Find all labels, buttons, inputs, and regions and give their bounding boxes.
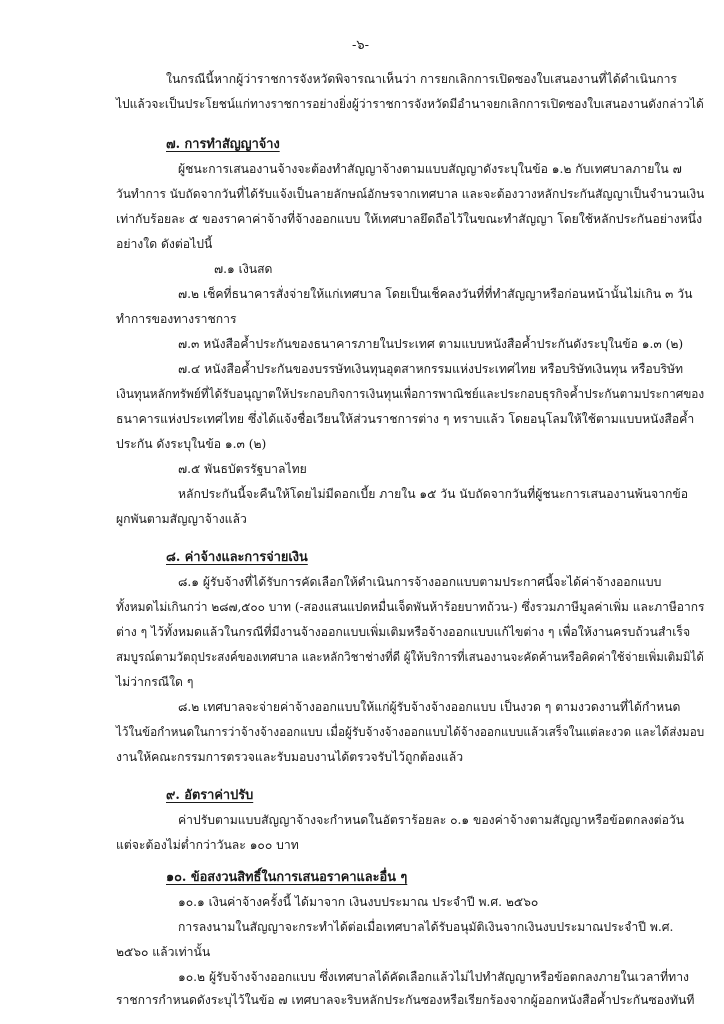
section-8-text: ไม่ว่ากรณีใด ๆ <box>116 675 194 689</box>
section-7-heading: ๗. การทำสัญญาจ้าง <box>166 137 280 152</box>
section-7-text: อย่างใด ดังต่อไปนี้ <box>116 237 213 251</box>
section-10-text: ๑๐.๒ ผู้รับจ้างจ้างออกแบบ ซึ่งเทศบาลได้คัดเลือกแล้วไม่ไปทำสัญญาหรือข้อตกลงภายในเวลาที่ทาง <box>178 970 689 984</box>
section-7-text: เงินทุนหลักทรัพย์ที่ได้รับอนุญาตให้ประกอบกิจการเงินทุนเพื่อการพาณิชย์และประกอบธุรกิจค้ำประกันตามประกาศของ <box>116 387 705 401</box>
section-7-text: ทำการของทางราชการ <box>116 312 237 326</box>
section-9-heading: ๙. อัตราค่าปรับ <box>166 788 254 803</box>
section-10-heading: ๑๐. ข้อสงวนสิทธิ์ในการเสนอราคาและอื่น ๆ <box>166 870 408 885</box>
section-9-text: ค่าปรับตามแบบสัญญาจ้างจะกำหนดในอัตราร้อยละ ๐.๑ ของค่าจ้างตามสัญญาหรือข้อตกลงต่อวัน <box>178 813 685 827</box>
section-8-text: ทั้งหมดไม่เกินกว่า ๒๘๗,๕๐๐ บาท (-สองแสนแปดหมื่นเจ็ดพันห้าร้อยบาทถ้วน-) ซึ่งรวมภาษีมูลค่าเพิ่ม และภาษีอากร <box>116 600 705 614</box>
page-number: -๖- <box>352 38 370 53</box>
section-7-text: วันทำการ นับถัดจากวันที่ได้รับแจ้งเป็นลายลักษณ์อักษรจากเทศบาล และจะต้องวางหลักประกันสัญญาเป็นจำนวนเงิน <box>116 187 705 201</box>
section-10-text: การลงนามในสัญญาจะกระทำได้ต่อเมื่อเทศบาลได้รับอนุมัติเงินจากเงินงบประมาณประจำปี พ.ศ. <box>178 920 674 934</box>
intro-line-1: ในกรณีนี้หากผู้ว่าราชการจังหวัดพิจารณาเห็นว่า การยกเลิกการเปิดซองใบเสนองานที่ได้ดำเนินการ <box>166 72 677 86</box>
section-7-text: ๗.๒ เช็คที่ธนาคารสั่งจ่ายให้แก่เทศบาล โดยเป็นเช็คลงวันที่ที่ทำสัญญาหรือก่อนหน้านั้นไม่เกิน ๓ วัน <box>178 287 693 301</box>
intro-line-2: ไปแล้วจะเป็นประโยชน์แก่ทางราชการอย่างยิ่งผู้ว่าราชการจังหวัดมีอำนาจยกเลิกการเปิดซองใบเสนองานดังกล่าวได้ <box>116 97 704 111</box>
section-7-text: ผูกพันตามสัญญาจ้างแล้ว <box>116 512 247 526</box>
section-9-text: แต่จะต้องไม่ต่ำกว่าวันละ ๑๐๐ บาท <box>116 838 299 852</box>
section-10-text: ๒๕๖๐ แล้วเท่านั้น <box>116 945 211 959</box>
section-8-text: ๘.๒ เทศบาลจะจ่ายค่าจ้างออกแบบให้แก่ผู้รับจ้างจ้างออกแบบ เป็นงวด ๆ ตามงวดงานที่ได้กำหนด <box>178 700 681 714</box>
section-8-text: ต่าง ๆ ไว้ทั้งหมดแล้วในกรณีที่มีงานจ้างออกแบบเพิ่มเติมหรือจ้างออกแบบแก้ไขต่าง ๆ เพื่อให้งานครบถ้วนสำเร็จ <box>116 625 691 639</box>
section-7-text: ธนาคารแห่งประเทศไทย ซึ่งได้แจ้งชื่อเวียนให้ส่วนราชการต่าง ๆ ทราบแล้ว โดยอนุโลมให้ใช้ตามแบบหนังสือค้ำ <box>116 412 695 426</box>
section-7-text: ผู้ชนะการเสนองานจ้างจะต้องทำสัญญาจ้างตามแบบสัญญาดังระบุในข้อ ๑.๒ กับเทศบาลภายใน ๗ <box>178 162 682 176</box>
section-8-text: งานให้คณะกรรมการตรวจและรับมอบงานได้ตรวจรับไว้ถูกต้องแล้ว <box>116 750 464 764</box>
section-10-text: ๑๐.๑ เงินค่าจ้างครั้งนี้ ได้มาจาก เงินงบประมาณ ประจำปี พ.ศ. ๒๕๖๐ <box>178 895 539 909</box>
section-10-text: ราชการกำหนดดังระบุไว้ในข้อ ๗ เทศบาลจะริบหลักประกันซองหรือเรียกร้องจากผู้ออกหนังสือค้ำประกันซองทันที <box>116 993 695 1007</box>
section-8-text: ๘.๑ ผู้รับจ้างที่ได้รับการคัดเลือกให้ดำเนินการจ้างออกแบบตามประกาศนี้จะได้ค่าจ้างออกแบบ <box>178 575 662 589</box>
section-8-text: ไว้ในข้อกำหนดในการว่าจ้างจ้างออกแบบ เมื่อผู้รับจ้างจ้างออกแบบได้จ้างออกแบบแล้วเสร็จในแต่ละงวด และได้ส่งมอบ <box>116 725 705 739</box>
section-8-heading: ๘. ค่าจ้างและการจ่ายเงิน <box>166 550 308 565</box>
section-7-text: ประกัน ดังระบุในข้อ ๑.๓ (๒) <box>116 437 267 451</box>
section-7-text: ๗.๔ หนังสือค้ำประกันของบรรษัทเงินทุนอุตสาหกรรมแห่งประเทศไทย หรือบริษัทเงินทุน หรือบริษัท <box>178 362 684 376</box>
section-7-text: ๗.๑ เงินสด <box>214 262 273 276</box>
section-8-text: สมบูรณ์ตามวัตถุประสงค์ของเทศบาล และหลักวิชาช่างที่ดี ผู้ให้บริการที่เสนองานจะคัดค้านหรือคิดค่าใช้จ่ายเพิ่มเติมมิได้ <box>116 650 704 664</box>
section-7-text: ๗.๕ พันธบัตรรัฐบาลไทย <box>178 462 307 476</box>
section-7-text: หลักประกันนี้จะคืนให้โดยไม่มีดอกเบี้ย ภายใน ๑๕ วัน นับถัดจากวันที่ผู้ชนะการเสนองานพ้นจากข้อ <box>178 487 689 501</box>
section-7-text: ๗.๓ หนังสือค้ำประกันของธนาคารภายในประเทศ ตามแบบหนังสือค้ำประกันดังระบุในข้อ ๑.๓ (๒) <box>178 337 684 351</box>
section-7-text: เท่ากับร้อยละ ๕ ของราคาค่าจ้างที่จ้างออกแบบ ให้เทศบาลยึดถือไว้ในขณะทำสัญญา โดยใช้หลักประกันอย่างหนึ่ง <box>116 212 703 226</box>
